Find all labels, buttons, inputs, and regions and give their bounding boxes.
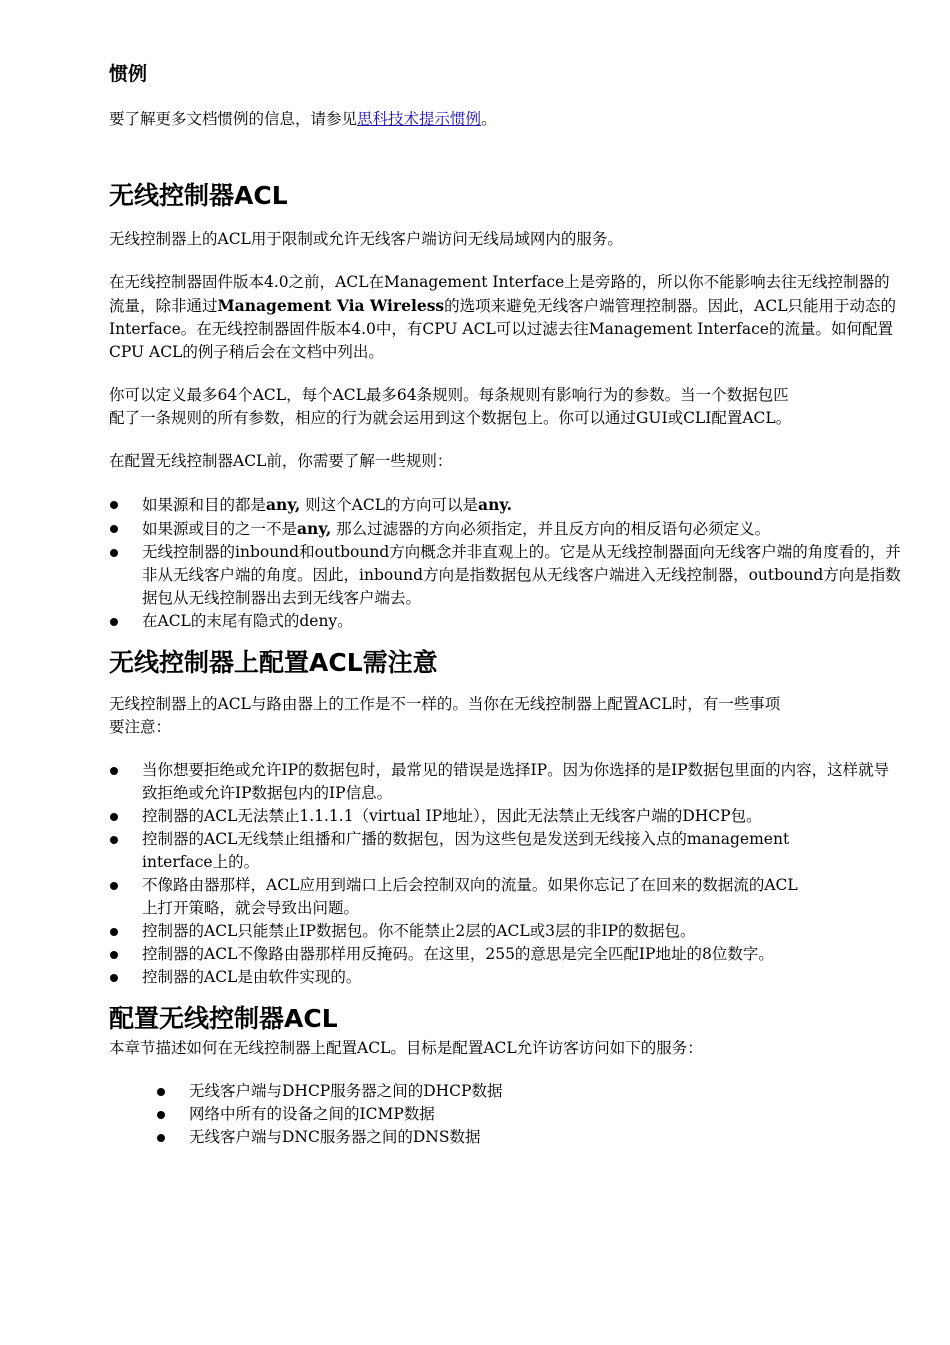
- list-item: 控制器的ACL是由软件实现的。: [109, 966, 901, 989]
- list-item: 无线客户端与DNC服务器之间的DNS数据: [109, 1126, 901, 1149]
- notes-list: [109, 759, 901, 989]
- list-item: 如果源或目的之一不是any, 那么过滤器的方向必须指定，并且反方向的相反语句必须定义。: [109, 517, 901, 541]
- list-item: 控制器的ACL只能禁止IP数据包。你不能禁止2层的ACL或3层的非IP的数据包。: [109, 920, 901, 943]
- conventions-text: 要了解更多文档惯例的信息，请参见思科技术提示惯例。: [109, 110, 497, 128]
- config-intro: 本章节描述如何在无线控制器上配置ACL。目标是配置ACL允许访客访问如下的服务：: [109, 1039, 703, 1057]
- acl-paragraph-1: 无线控制器上的ACL用于限制或允许无线客户端访问无线局域网内的服务。: [109, 230, 623, 248]
- list-item: 在ACL的末尾有隐式的deny。: [109, 610, 901, 633]
- conventions-link[interactable]: 思科技术提示惯例: [357, 110, 482, 128]
- services-list: [109, 1080, 901, 1149]
- acl-paragraph-2: 在无线控制器固件版本4.0之前，ACL在Management Interface上是旁路的，所以你不能影响去往无线控制器的流量，除非通过Management Via Wireless的选项来避免无线客户端管理控制器。因此，ACL只能用于动态的Interface。在无线控制器固件版本4.0中，有CPU ACL可以过滤去往Management Interface的流量。如何配置CPU ACL的例子稍后会在文档中列出。: [109, 273, 897, 361]
- document-page: [109, 60, 901, 1149]
- list-item: 网络中所有的设备之间的ICMP数据: [109, 1103, 901, 1126]
- list-item: 无线控制器的inbound和outbound方向概念并非直观上的。它是从无线控制器面向无线客户端的角度看的，并非从无线客户端的角度。因此，inbound方向是指数据包从无线客户端进入无线控制器，outbound方向是指数据包从无线控制器出去到无线客户端去。: [109, 541, 901, 610]
- acl-paragraph-4: 在配置无线控制器ACL前，你需要了解一些规则：: [109, 452, 453, 470]
- list-item: 控制器的ACL无线禁止组播和广播的数据包，因为这些包是发送到无线接入点的management interface上的。: [109, 828, 901, 874]
- acl-rules-list: [109, 493, 901, 633]
- list-item: 如果源和目的都是any, 则这个ACL的方向可以是any.: [109, 493, 901, 517]
- conventions-heading: 惯例: [109, 63, 148, 85]
- list-item: 当你想要拒绝或允许IP的数据包时，最常见的错误是选择IP。因为你选择的是IP数据包里面的内容，这样就导致拒绝或允许IP数据包内的IP信息。: [109, 759, 901, 805]
- list-item: 控制器的ACL不像路由器那样用反掩码。在这里，255的意思是完全匹配IP地址的8位数字。: [109, 943, 901, 966]
- list-item: 控制器的ACL无法禁止1.1.1.1（virtual IP地址），因此无法禁止无线客户端的DHCP包。: [109, 805, 901, 828]
- list-item: 不像路由器那样，ACL应用到端口上后会控制双向的流量。如果你忘记了在回来的数据流的ACL 上打开策略，就会导致出问题。: [109, 874, 901, 920]
- notes-intro: 无线控制器上的ACL与路由器上的工作是不一样的。当你在无线控制器上配置ACL时，有一些事项 要注意：: [109, 695, 781, 736]
- list-item: 无线客户端与DHCP服务器之间的DHCP数据: [109, 1080, 901, 1103]
- acl-heading: 无线控制器ACL: [109, 181, 288, 210]
- notes-heading: 无线控制器上配置ACL需注意: [109, 648, 438, 677]
- acl-paragraph-3: 你可以定义最多64个ACL，每个ACL最多64条规则。每条规则有影响行为的参数。当一个数据包匹 配了一条规则的所有参数，相应的行为就会运用到这个数据包上。你可以通过GUI或CLI配置ACL。: [109, 386, 792, 427]
- config-heading: 配置无线控制器ACL: [109, 1004, 338, 1033]
